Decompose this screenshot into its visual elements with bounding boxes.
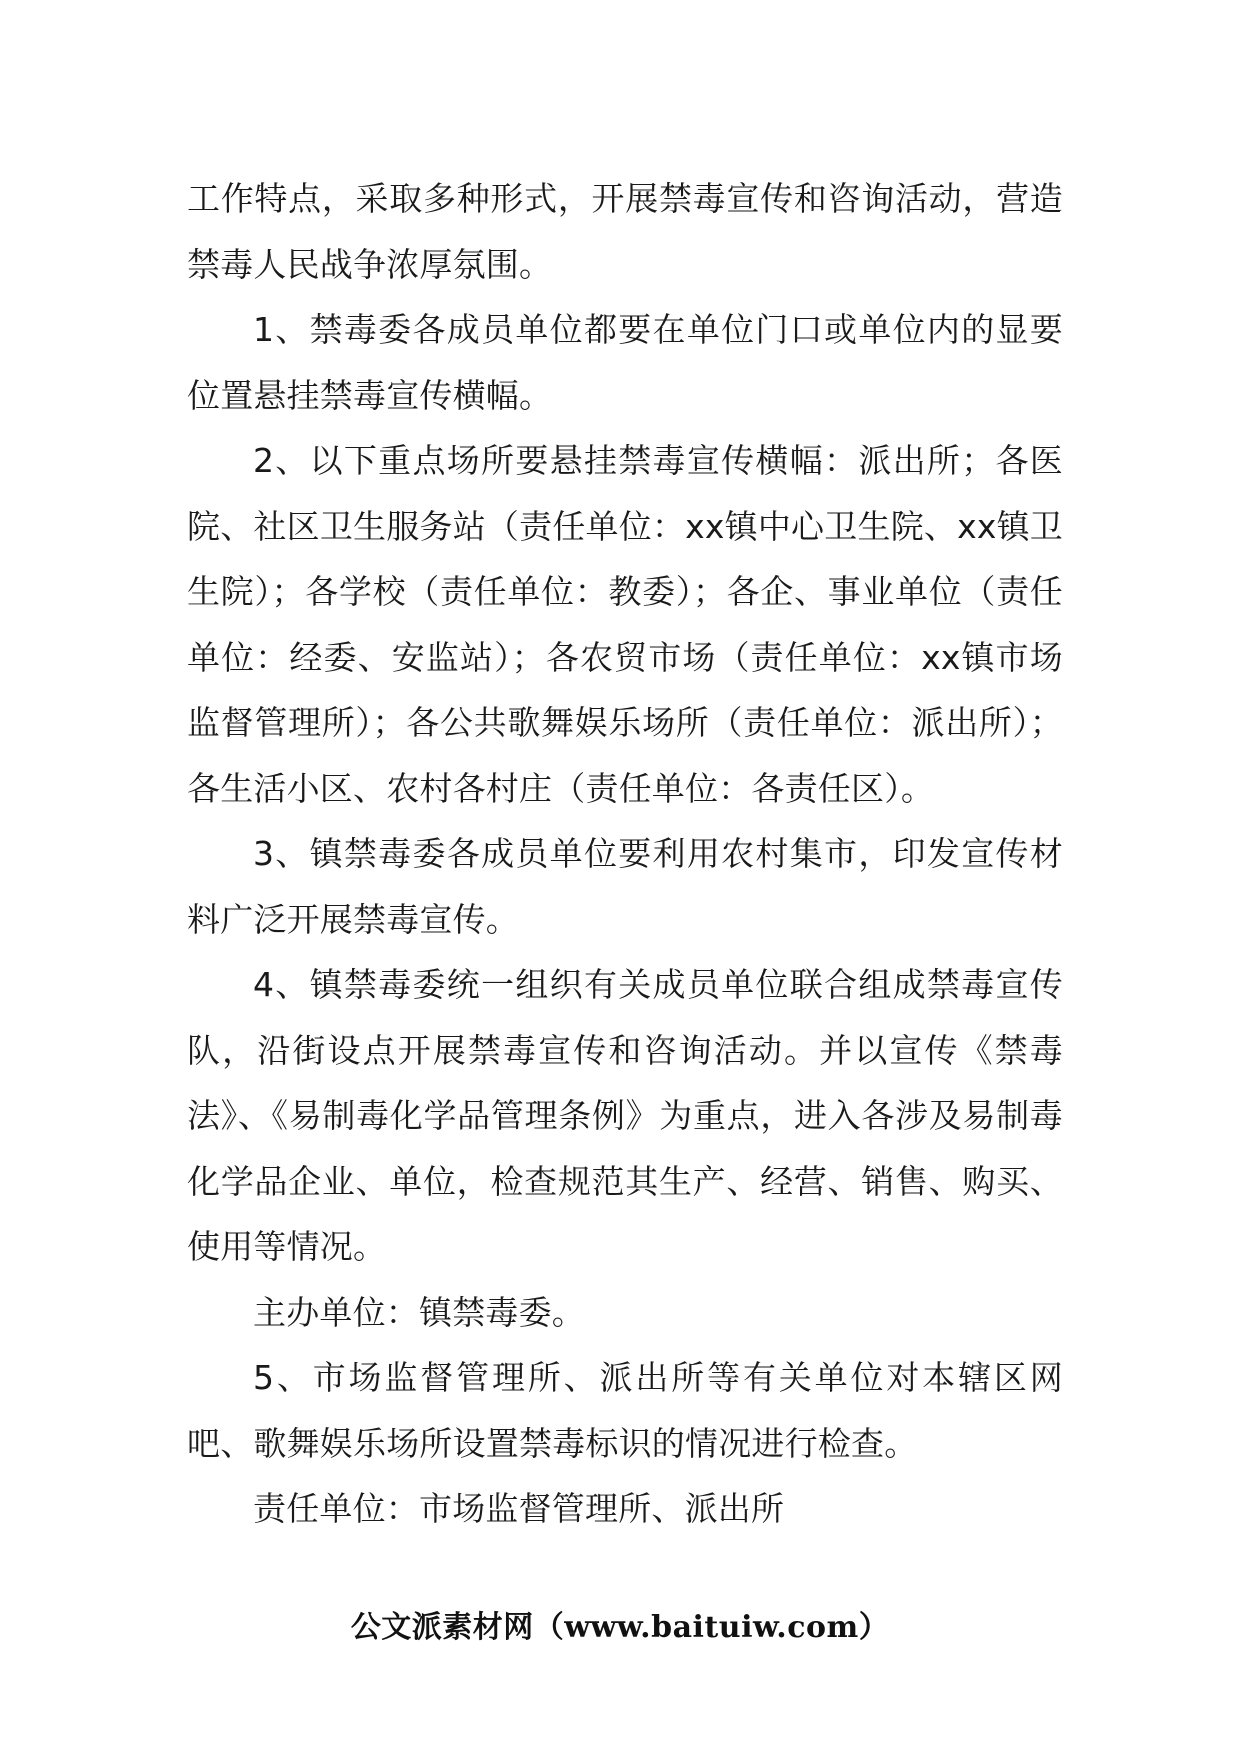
- paragraph-item-3: 3、镇禁毒委各成员单位要利用农村集市，印发宣传材料广泛开展禁毒宣传。: [187, 834, 1063, 939]
- paragraph-responsible-unit: 责任单位：市场监督管理所、派出所: [253, 1489, 785, 1528]
- footer-watermark: 公文派素材网（www.baituiw.com）: [350, 1610, 890, 1645]
- paragraph-item-5: 5、市场监督管理所、派出所等有关单位对本辖区网吧、歌舞娱乐场所设置禁毒标识的情况进行检查。: [187, 1358, 1063, 1463]
- document-body: [187, 166, 1063, 1542]
- paragraph-item-1: 1、禁毒委各成员单位都要在单位门口或单位内的显要位置悬挂禁毒宣传横幅。: [187, 310, 1063, 415]
- paragraph-organizer: 主办单位：镇禁毒委。: [253, 1292, 585, 1332]
- paragraph-item-2: 2、以下重点场所要悬挂禁毒宣传横幅：派出所；各医院、社区卫生服务站（责任单位：xx镇中心卫生院、xx镇卫生院）；各学校（责任单位：教委）；各企、事业单位（责任单位：经委、安监站）；各农贸市场（责任单位：xx镇市场监督管理所）；各公共歌舞娱乐场所（责任单位：派出所）；各生活小区、农村各村庄（责任单位：各责任区）。: [187, 441, 1063, 808]
- paragraph-continuation: 工作特点，采取多种形式，开展禁毒宣传和咨询活动，营造禁毒人民战争浓厚氛围。: [187, 179, 1063, 284]
- paragraph-item-4: 4、镇禁毒委统一组织有关成员单位联合组成禁毒宣传队，沿街设点开展禁毒宣传和咨询活动。并以宣传《禁毒法》、《易制毒化学品管理条例》为重点，进入各涉及易制毒化学品企业、单位，检查规范其生产、经营、销售、购买、使用等情况。: [187, 965, 1063, 1266]
